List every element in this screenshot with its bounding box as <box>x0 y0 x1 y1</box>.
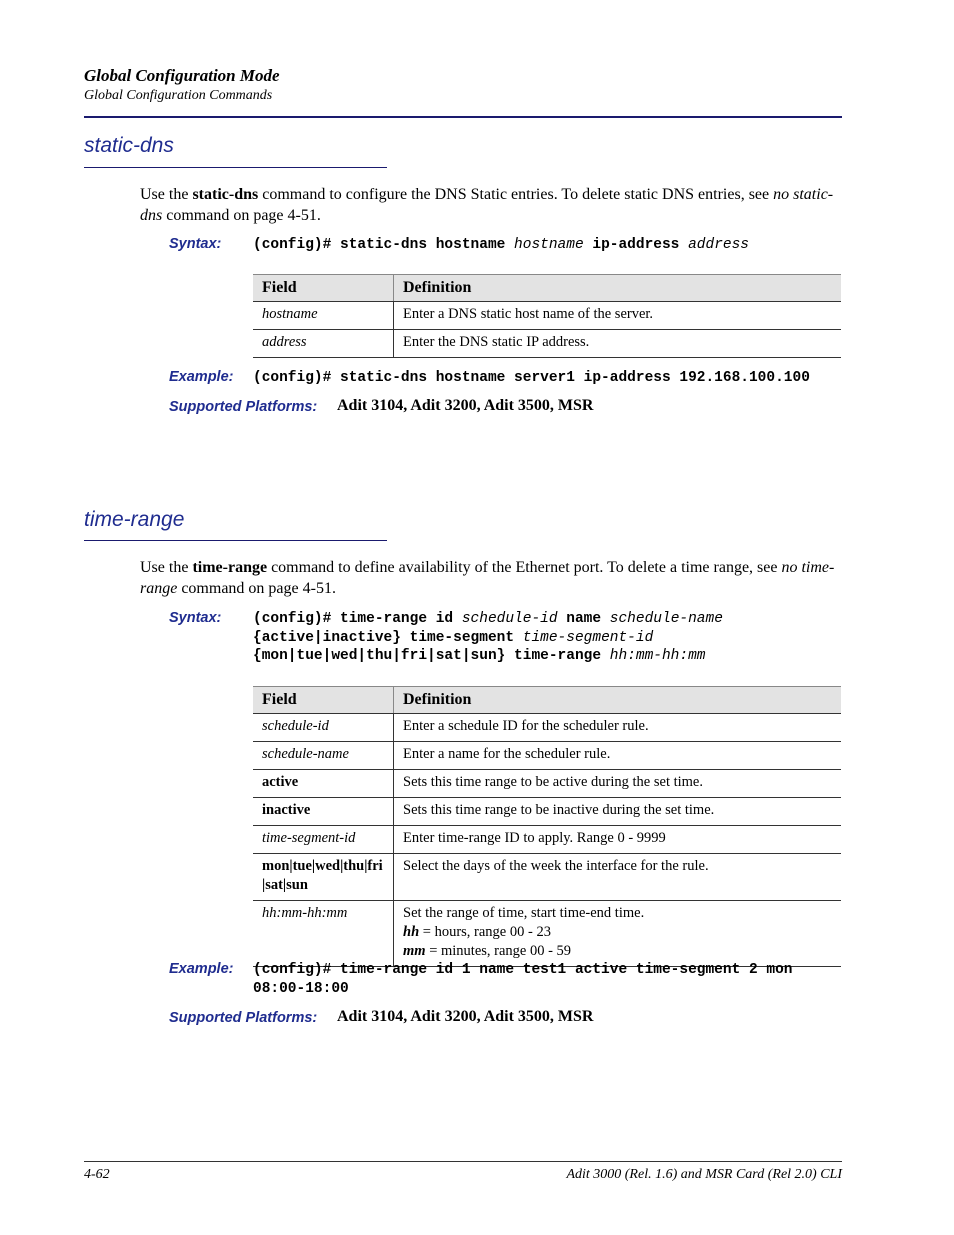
field-cell: hh:mm-hh:mm <box>253 901 394 967</box>
field-cell: hostname <box>253 302 394 330</box>
section-underline <box>84 167 387 168</box>
table-row <box>253 742 841 770</box>
field-cell: address <box>253 330 394 358</box>
definition-cell: Enter a name for the scheduler rule. <box>394 742 842 770</box>
definition-cell: Sets this time range to be active during the set time. <box>394 770 842 798</box>
definition-cell: Sets this time range to be inactive during the set time. <box>394 798 842 826</box>
table-row <box>253 798 841 826</box>
table-row <box>253 714 841 742</box>
time-range-field-table <box>253 686 841 967</box>
static-dns-example: (config)# static-dns hostname server1 ip-address 192.168.100.100 <box>253 370 810 386</box>
static-dns-intro: Use the static-dns command to configure the DNS Static entries. To delete static DNS entries, see no static-dns command on page 4-51. <box>140 186 834 224</box>
syntax-label: Syntax: <box>169 236 222 252</box>
field-cell: inactive <box>253 798 394 826</box>
definition-cell: Enter the DNS static IP address. <box>394 330 842 358</box>
definition-cell: Set the range of time, start time-end time. hh = hours, range 00 - 23 mm = minutes, range 00 - 59 <box>394 901 842 967</box>
column-header-field: Field <box>253 275 394 302</box>
definition-cell: Enter time-range ID to apply. Range 0 - 9999 <box>394 826 842 854</box>
time-range-syntax: (config)# time-range id schedule-id name schedule-name {active|inactive} time-segment time-segment-id {mon|tue|wed|thu|fri|sat|sun} time-range hh:mm-hh:mm <box>253 611 723 664</box>
platforms-list: Adit 3104, Adit 3200, Adit 3500, MSR <box>337 397 594 414</box>
section-title-static-dns: static-dns <box>84 134 174 157</box>
field-cell: schedule-id <box>253 714 394 742</box>
syntax-label: Syntax: <box>169 610 222 626</box>
example-label: Example: <box>169 961 234 977</box>
running-header-subtitle: Global Configuration Commands <box>84 88 273 103</box>
definition-cell: Select the days of the week the interface for the rule. <box>394 854 842 901</box>
table-row <box>253 826 841 854</box>
platforms-label: Supported Platforms: <box>169 1010 318 1026</box>
static-dns-field-table <box>253 274 841 358</box>
header-divider <box>84 116 842 118</box>
table-header-row <box>253 687 841 714</box>
example-label: Example: <box>169 369 234 385</box>
definition-cell: Enter a schedule ID for the scheduler rule. <box>394 714 842 742</box>
platforms-label: Supported Platforms: <box>169 399 318 415</box>
command-name: static-dns <box>192 186 259 203</box>
time-range-intro: Use the time-range command to define availability of the Ethernet port. To delete a time range, see no time-range command on page 4-51. <box>140 559 835 597</box>
table-row <box>253 854 841 901</box>
table-row <box>253 770 841 798</box>
document-title: Adit 3000 (Rel. 1.6) and MSR Card (Rel 2.0) CLI <box>566 1167 842 1182</box>
definition-cell: Enter a DNS static host name of the server. <box>394 302 842 330</box>
section-title-time-range: time-range <box>84 508 185 531</box>
table-row <box>253 302 841 330</box>
field-cell: time-segment-id <box>253 826 394 854</box>
page-number: 4-62 <box>84 1167 110 1182</box>
cross-reference: no time-range <box>140 559 835 597</box>
section-underline <box>84 540 387 541</box>
column-header-definition: Definition <box>394 275 842 302</box>
field-cell: mon|tue|wed|thu|fri |sat|sun <box>253 854 394 901</box>
table-row <box>253 901 841 967</box>
field-cell: schedule-name <box>253 742 394 770</box>
running-header-title: Global Configuration Mode <box>84 66 280 85</box>
time-range-example: (config)# time-range id 1 name test1 active time-segment 2 mon 08:00-18:00 <box>253 962 793 997</box>
column-header-definition: Definition <box>394 687 842 714</box>
footer-divider <box>84 1161 842 1162</box>
cross-reference: no static-dns <box>140 186 834 224</box>
command-name: time-range <box>192 559 268 576</box>
column-header-field: Field <box>253 687 394 714</box>
field-cell: active <box>253 770 394 798</box>
table-header-row <box>253 275 841 302</box>
static-dns-syntax: (config)# static-dns hostname hostname ip-address address <box>253 237 750 253</box>
table-row <box>253 330 841 358</box>
platforms-list: Adit 3104, Adit 3200, Adit 3500, MSR <box>337 1008 594 1025</box>
